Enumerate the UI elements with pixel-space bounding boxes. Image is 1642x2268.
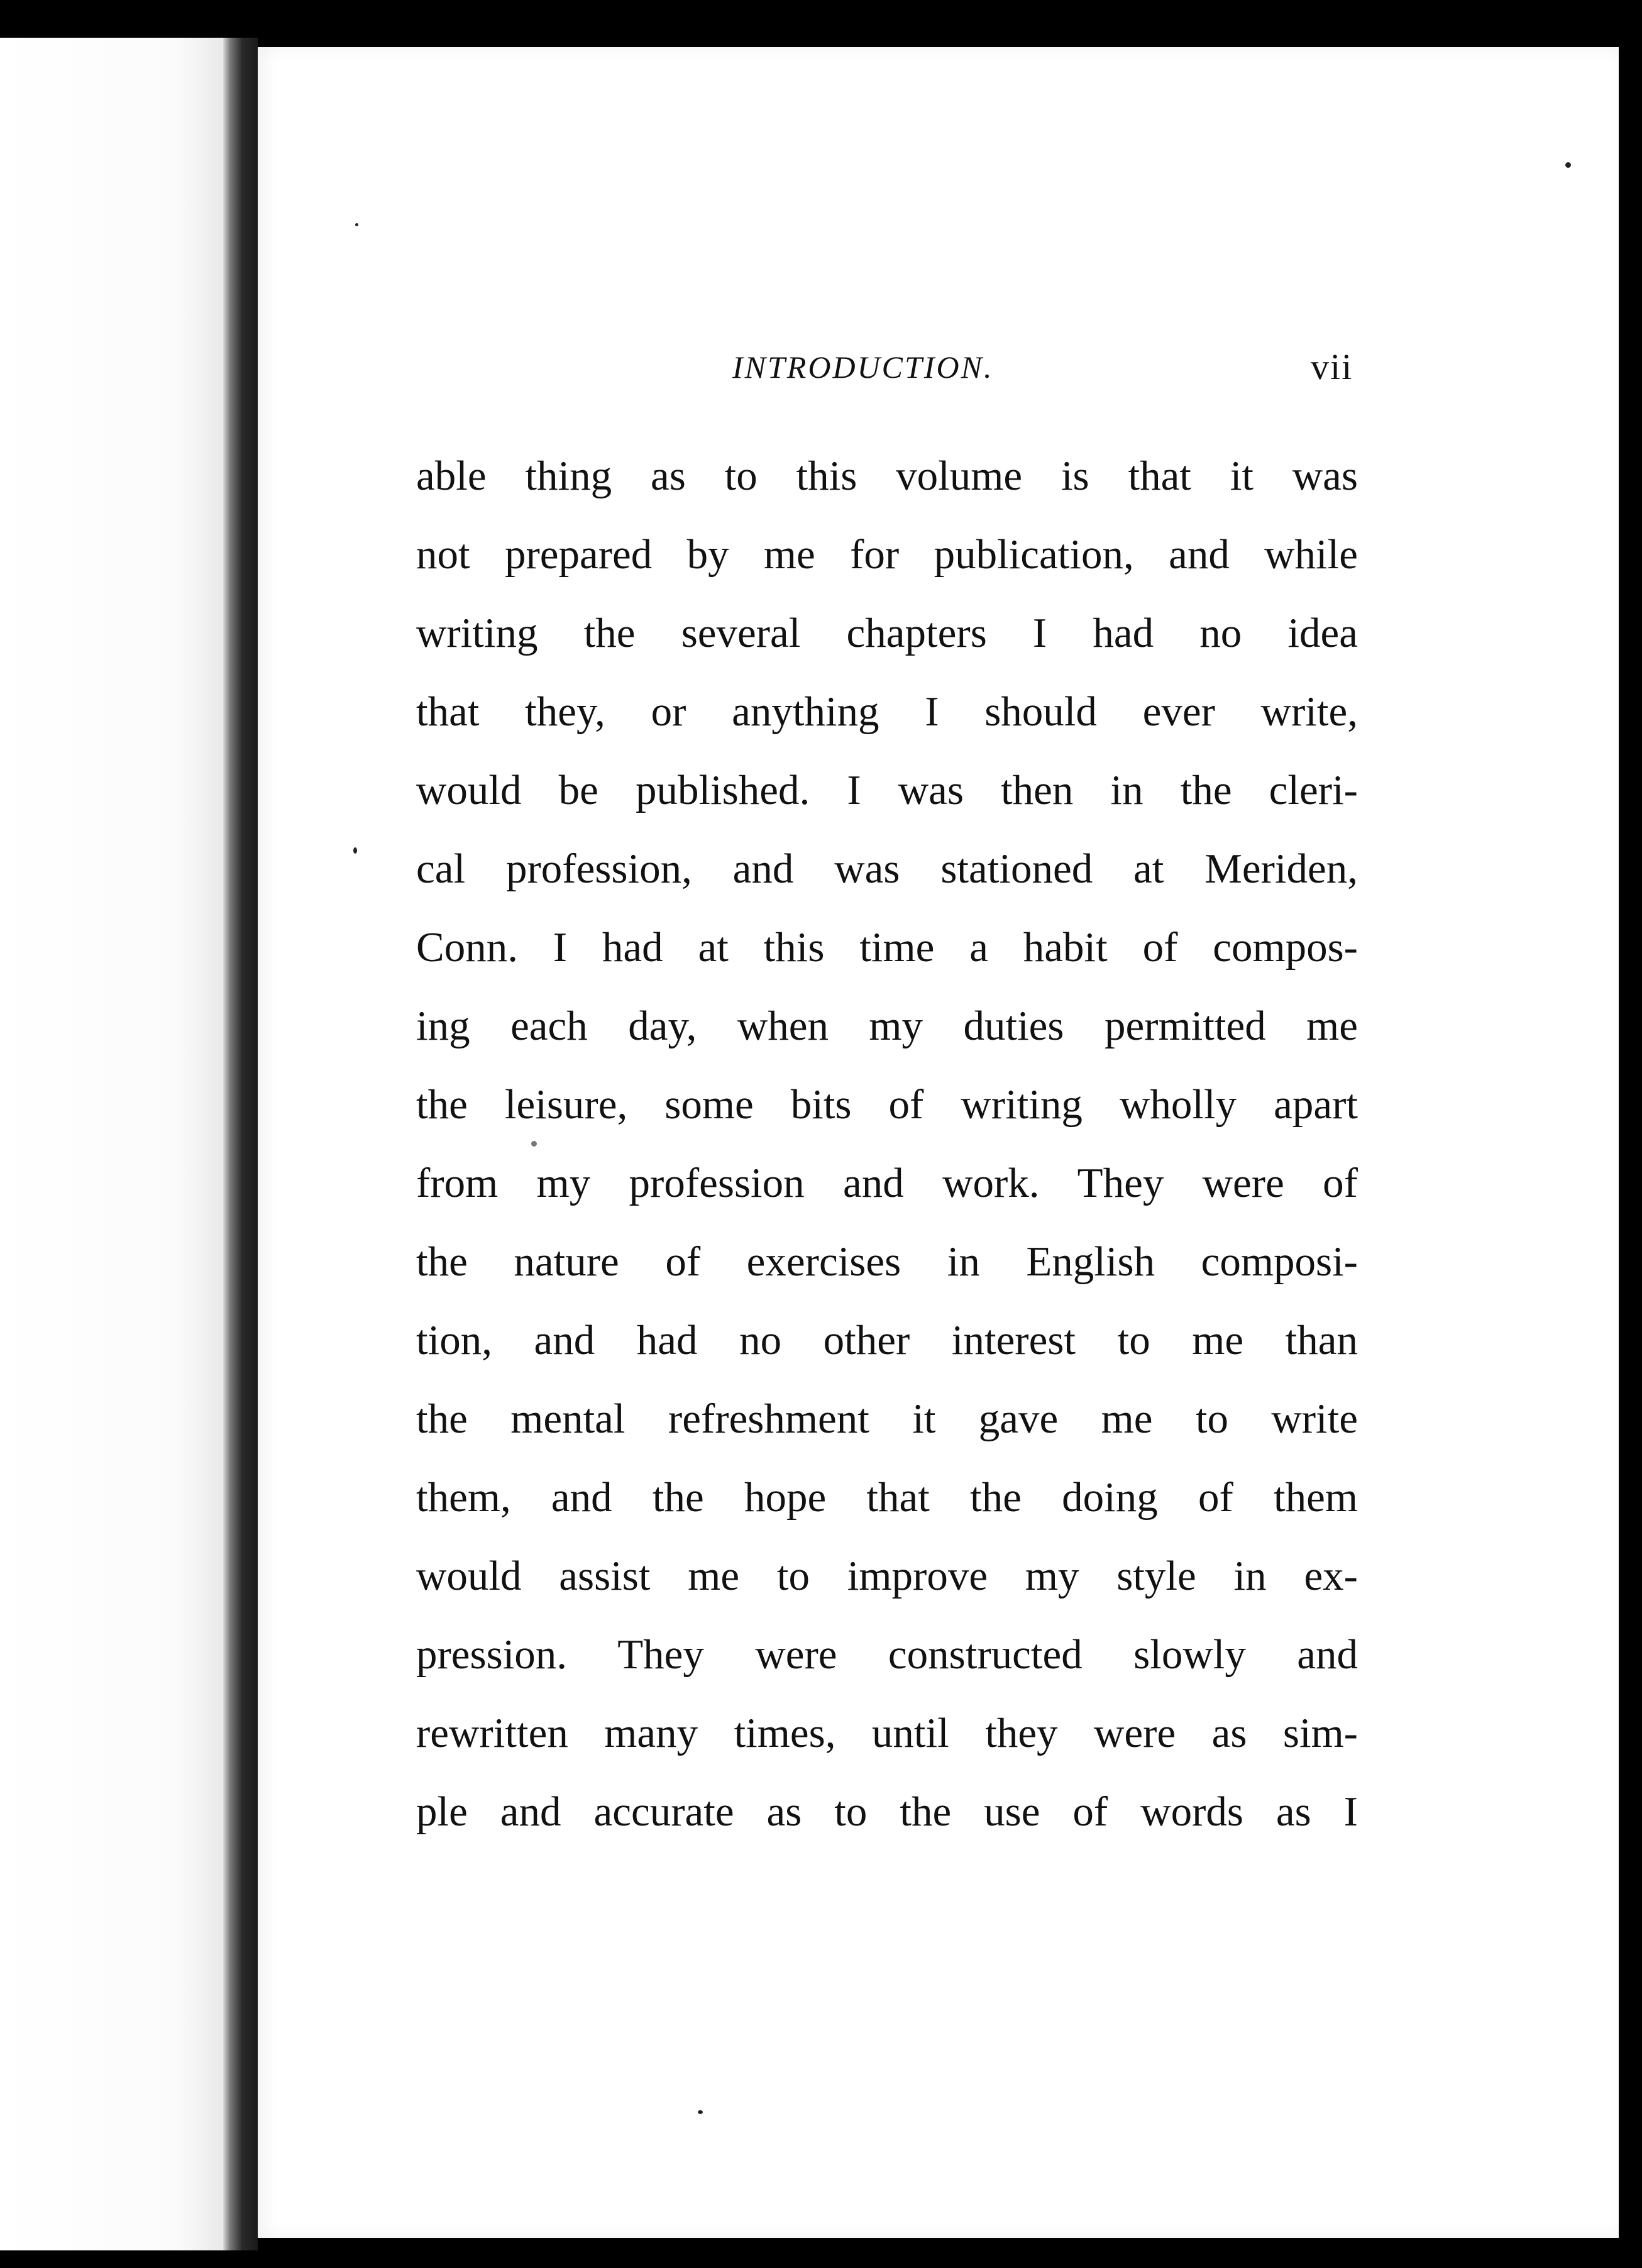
text-line: Conn. I had at this time a habit of compos- — [416, 924, 1358, 971]
text-line: that they, or anything I should ever write, — [416, 688, 1358, 735]
body-text — [416, 437, 1358, 1851]
text-line: the leisure, some bits of writing wholly apart — [416, 1081, 1358, 1128]
book-gutter — [223, 38, 258, 2250]
text-line: from my profession and work. They were of — [416, 1160, 1358, 1206]
text-line: ple and accurate as to the use of words as I — [416, 1788, 1358, 1835]
page-number: vii — [1311, 346, 1353, 387]
left-facing-page — [0, 38, 223, 2250]
text-line: cal profession, and was stationed at Meriden, — [416, 845, 1358, 892]
scan-speck — [355, 223, 358, 226]
text-line: tion, and had no other interest to me than — [416, 1317, 1358, 1363]
text-line: not prepared by me for publication, and while — [416, 531, 1358, 578]
text-line: ing each day, when my duties permitted me — [416, 1003, 1358, 1049]
text-line: would be published. I was then in the cleri- — [416, 767, 1358, 813]
text-line: the mental refreshment it gave me to write — [416, 1395, 1358, 1442]
text-line: the nature of exercises in English composi- — [416, 1238, 1358, 1285]
scan-speck — [353, 847, 357, 854]
text-line: writing the several chapters I had no idea — [416, 610, 1358, 656]
scan-speck — [698, 2110, 703, 2114]
text-line: rewritten many times, until they were as sim- — [416, 1710, 1358, 1756]
scan-speck — [531, 1141, 537, 1147]
scan-speck — [1565, 162, 1571, 168]
text-line: pression. They were constructed slowly and — [416, 1631, 1358, 1678]
text-line: able thing as to this volume is that it was — [416, 453, 1358, 499]
text-line: them, and the hope that the doing of them — [416, 1474, 1358, 1521]
text-line: would assist me to improve my style in ex- — [416, 1553, 1358, 1599]
running-head: INTRODUCTION. — [732, 350, 994, 385]
